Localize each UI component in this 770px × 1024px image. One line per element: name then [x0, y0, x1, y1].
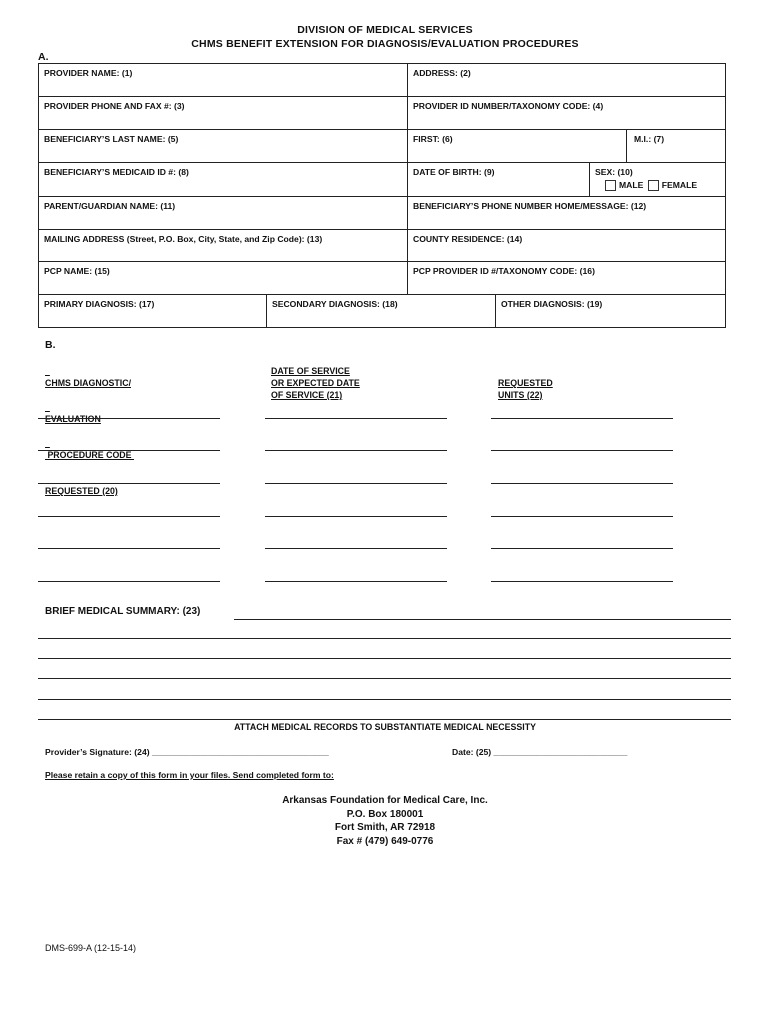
date-of-service-entry-line[interactable] — [265, 516, 447, 517]
other-diagnosis-field[interactable] — [495, 294, 726, 328]
first-name-field[interactable] — [407, 129, 626, 162]
secondary-diagnosis-label: SECONDARY DIAGNOSIS: (18) — [272, 299, 398, 309]
provider-name-label: PROVIDER NAME: (1) — [44, 68, 133, 78]
pcp-provider-id-label: PCP PROVIDER ID #/TAXONOMY CODE: (16) — [413, 266, 595, 276]
sex-field — [589, 162, 726, 196]
provider-id-label: PROVIDER ID NUMBER/TAXONOMY CODE: (4) — [413, 101, 604, 111]
summary-entry-line[interactable] — [38, 699, 731, 700]
male-label: MALE — [619, 180, 644, 190]
primary-diagnosis-label: PRIMARY DIAGNOSIS: (17) — [44, 299, 155, 309]
date-of-service-column-header — [271, 365, 360, 401]
middle-initial-label: M.I.: (7) — [634, 134, 665, 144]
procedure-code-column-header — [45, 353, 134, 509]
beneficiary-last-name-field[interactable] — [38, 129, 407, 162]
column-header-line: EVALUATION — [45, 414, 101, 424]
column-header-line: REQUESTED — [498, 378, 553, 388]
summary-entry-line[interactable] — [38, 719, 731, 720]
form-department-title: DIVISION OF MEDICAL SERVICES — [297, 24, 473, 36]
date-of-service-entry-line[interactable] — [265, 418, 447, 419]
secondary-diagnosis-field[interactable] — [266, 294, 495, 328]
mailing-address-label: MAILING ADDRESS (Street, P.O. Box, City, State, and Zip Code): (13) — [44, 234, 323, 244]
date-of-birth-field[interactable] — [407, 162, 589, 196]
female-checkbox[interactable] — [648, 180, 659, 191]
column-header-line: OF SERVICE (21) — [271, 390, 343, 400]
address-po-box: P.O. Box 180001 — [346, 808, 424, 820]
parent-guardian-label: PARENT/GUARDIAN NAME: (11) — [44, 201, 176, 211]
provider-signature-label: Provider’s Signature: (24) _____________________________________ — [45, 747, 329, 757]
medicaid-id-label: BENEFICIARY’S MEDICAID ID #: (8) — [44, 167, 189, 177]
pcp-name-field[interactable] — [38, 261, 407, 294]
provider-phone-fax-label: PROVIDER PHONE AND FAX #: (3) — [44, 101, 185, 111]
county-residence-field[interactable] — [407, 229, 726, 261]
male-checkbox[interactable] — [605, 180, 616, 191]
requested-units-entry-line[interactable] — [491, 418, 673, 419]
date-of-birth-label: DATE OF BIRTH: (9) — [413, 167, 495, 177]
county-residence-label: COUNTY RESIDENCE: (14) — [413, 234, 523, 244]
middle-initial-field[interactable] — [626, 129, 726, 162]
column-header-line: UNITS (22) — [498, 390, 543, 400]
signature-date-field[interactable] — [452, 747, 627, 757]
pcp-provider-id-field[interactable] — [407, 261, 726, 294]
beneficiary-phone-label: BENEFICIARY’S PHONE NUMBER HOME/MESSAGE: (12) — [413, 201, 647, 211]
other-diagnosis-label: OTHER DIAGNOSIS: (19) — [501, 299, 603, 309]
primary-diagnosis-field[interactable] — [38, 294, 266, 328]
parent-guardian-field[interactable] — [38, 196, 407, 229]
mailing-address-field[interactable] — [38, 229, 407, 261]
first-name-label: FIRST: (6) — [413, 134, 453, 144]
procedure-code-entry-line[interactable] — [38, 516, 220, 517]
requested-units-entry-line[interactable] — [491, 450, 673, 451]
requested-units-column-header — [498, 377, 553, 401]
requested-units-entry-line[interactable] — [491, 516, 673, 517]
beneficiary-last-name-label: BENEFICIARY’S LAST NAME: (5) — [44, 134, 179, 144]
provider-id-field[interactable] — [407, 96, 726, 129]
column-header-line: PROCEDURE CODE — [45, 450, 134, 460]
signature-date-label: Date: (25) ____________________________ — [452, 747, 628, 757]
procedure-code-entry-line[interactable] — [38, 450, 220, 451]
summary-entry-line[interactable] — [38, 658, 731, 659]
summary-entry-line[interactable] — [38, 678, 731, 679]
attach-records-notice: ATTACH MEDICAL RECORDS TO SUBSTANTIATE MEDICAL NECESSITY — [234, 722, 536, 732]
medicaid-id-field[interactable] — [38, 162, 407, 196]
requested-units-entry-line[interactable] — [491, 581, 673, 582]
procedure-code-entry-line[interactable] — [38, 581, 220, 582]
form-identifier: DMS-699-A (12-15-14) — [45, 943, 137, 953]
column-header-line: REQUESTED (20) — [45, 486, 118, 496]
address-label: ADDRESS: (2) — [413, 68, 471, 78]
requested-units-entry-line[interactable] — [491, 483, 673, 484]
retain-copy-notice: Please retain a copy of this form in your files. Send completed form to: — [45, 770, 334, 780]
procedure-code-entry-line[interactable] — [38, 483, 220, 484]
provider-name-field[interactable] — [38, 63, 407, 96]
procedure-code-entry-line[interactable] — [38, 548, 220, 549]
provider-phone-fax-field[interactable] — [38, 96, 407, 129]
address-fax: Fax # (479) 649-0776 — [336, 835, 434, 847]
beneficiary-phone-field[interactable] — [407, 196, 726, 229]
column-header-line: CHMS DIAGNOSTIC/ — [45, 378, 132, 388]
section-a-label: A. — [38, 51, 49, 63]
form-title: CHMS BENEFIT EXTENSION FOR DIAGNOSIS/EVALUATION PROCEDURES — [191, 38, 579, 50]
summary-entry-line[interactable] — [234, 619, 731, 620]
column-header-line: DATE OF SERVICE — [271, 366, 350, 376]
date-of-service-entry-line[interactable] — [265, 483, 447, 484]
address-field[interactable] — [407, 63, 726, 96]
mailing-address-block — [0, 794, 770, 848]
address-city: Fort Smith, AR 72918 — [334, 822, 436, 833]
provider-signature-field[interactable] — [45, 747, 329, 757]
section-b-label: B. — [45, 339, 56, 351]
summary-entry-line[interactable] — [38, 638, 731, 639]
column-header-line: OR EXPECTED DATE — [271, 378, 360, 388]
pcp-name-label: PCP NAME: (15) — [44, 266, 110, 276]
date-of-service-entry-line[interactable] — [265, 548, 447, 549]
brief-medical-summary-label: BRIEF MEDICAL SUMMARY: (23) — [45, 606, 201, 617]
address-organization: Arkansas Foundation for Medical Care, Inc. — [282, 795, 488, 806]
date-of-service-entry-line[interactable] — [265, 581, 447, 582]
date-of-service-entry-line[interactable] — [265, 450, 447, 451]
requested-units-entry-line[interactable] — [491, 548, 673, 549]
procedure-code-entry-line[interactable] — [38, 418, 220, 419]
female-label: FEMALE — [661, 180, 698, 190]
sex-label: SEX: (10) — [595, 167, 633, 177]
